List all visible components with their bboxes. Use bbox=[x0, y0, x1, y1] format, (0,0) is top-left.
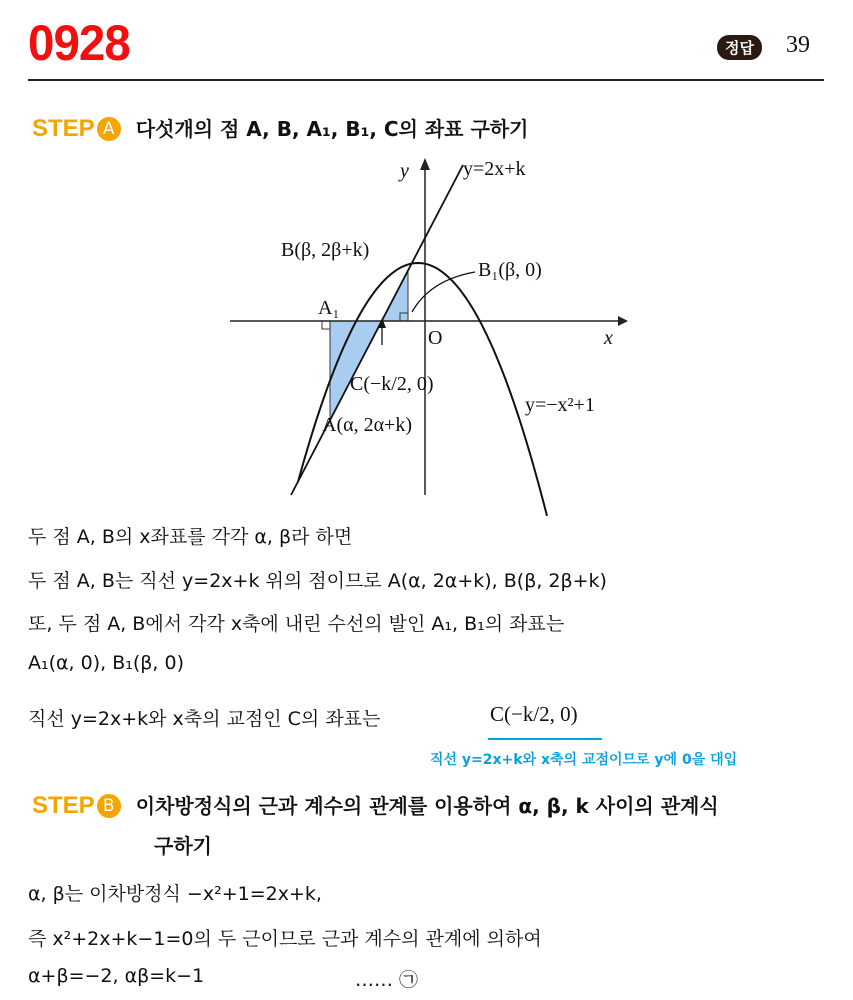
step-title: 이차방정식의 근과 계수의 관계를 이용하여 α, β, k 사이의 관계식 bbox=[135, 794, 719, 818]
point-a-label: A(α, 2α+k) bbox=[322, 414, 412, 436]
problem-number: 0928 bbox=[28, 15, 130, 71]
right-angle-a1 bbox=[322, 321, 330, 329]
point-b1-label: B₁(β, 0) bbox=[478, 259, 542, 281]
point-a1-label: A₁ bbox=[318, 297, 340, 319]
annotation-note: 직선 y=2x+k와 x축의 교점이므로 y에 0을 대입 bbox=[430, 752, 738, 768]
x-arrow-icon bbox=[618, 316, 628, 326]
step-b-heading bbox=[32, 790, 719, 820]
answer-page: 39 bbox=[786, 32, 810, 58]
step-label: STEP bbox=[32, 792, 95, 819]
text-line: 직선 y=2x+k와 x축의 교점인 C의 좌표는 bbox=[28, 708, 381, 730]
line-label: y=2x+k bbox=[463, 158, 526, 180]
step-letter: B bbox=[97, 794, 121, 818]
origin-label: O bbox=[428, 327, 443, 349]
underline bbox=[488, 738, 602, 740]
parabola-label: y=−x²+1 bbox=[525, 394, 595, 416]
y-arrow-icon bbox=[420, 158, 430, 170]
step-title-cont: 구하기 bbox=[154, 834, 212, 858]
equation-tag: …… ㉠ bbox=[355, 969, 419, 991]
point-c-label: C(−k/2, 0) bbox=[350, 373, 434, 395]
step-label: STEP bbox=[32, 115, 95, 142]
y-axis-label: y bbox=[400, 160, 409, 182]
text-line: 두 점 A, B는 직선 y=2x+k 위의 점이므로 A(α, 2α+k), B(β, 2β+k) bbox=[28, 570, 607, 592]
step-letter: A bbox=[97, 117, 121, 141]
text-line: 또, 두 점 A, B에서 각각 x축에 내린 수선의 발인 A₁, B₁의 좌표는 bbox=[28, 613, 565, 635]
text-line: α+β=−2, αβ=k−1 bbox=[28, 965, 205, 987]
point-b-label: B(β, 2β+k) bbox=[281, 239, 370, 261]
text-line: A₁(α, 0), B₁(β, 0) bbox=[28, 652, 184, 674]
text-line: 즉 x²+2x+k−1=0의 두 근이므로 근과 계수의 관계에 의하여 bbox=[28, 928, 542, 950]
step-title: 다섯개의 점 A, B, A₁, B₁, C의 좌표 구하기 bbox=[135, 117, 529, 141]
x-axis-label: x bbox=[604, 327, 613, 349]
answer-badge: 정답 bbox=[717, 35, 762, 60]
b1-pointer bbox=[412, 272, 475, 312]
c-coordinate: C(−k/2, 0) bbox=[490, 702, 578, 726]
text-line: α, β는 이차방정식 −x²+1=2x+k, bbox=[28, 883, 322, 905]
text-line: 두 점 A, B의 x좌표를 각각 α, β라 하면 bbox=[28, 526, 353, 548]
